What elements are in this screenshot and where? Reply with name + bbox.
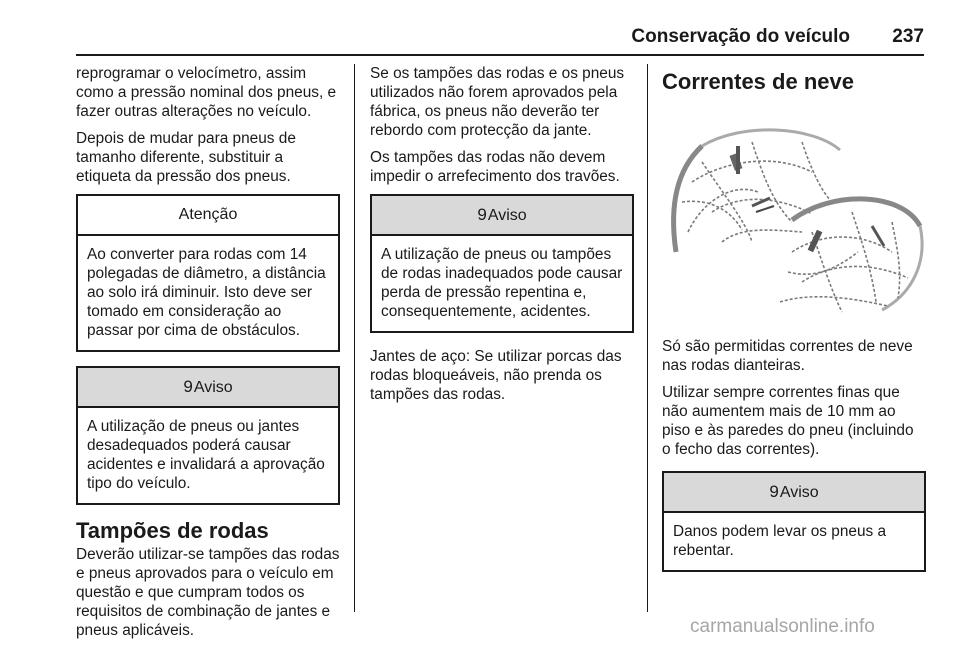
- snow-chains-illustration: [662, 102, 926, 318]
- warning-triangle-icon: 9: [183, 377, 193, 396]
- page-header: [76, 24, 924, 56]
- caution-box: [76, 194, 340, 352]
- section-title: Tampões de rodas: [76, 518, 269, 543]
- paragraph: Depois de mudar para pneus de tamanho diferente, substituir a etiqueta da pressão dos pneus.: [76, 130, 296, 185]
- column-divider-1: [354, 64, 355, 612]
- warning-header: [372, 196, 632, 236]
- caution-text: Ao converter para rodas com 14 polegadas de diâmetro, a distância ao solo irá diminuir. Isto deve ser tomado em consideração ao passar por cima de obstáculos.: [87, 246, 326, 339]
- warning-title: Aviso: [779, 484, 819, 501]
- column-2: [370, 64, 634, 412]
- column-divider-2: [647, 64, 648, 612]
- paragraph: Utilizar sempre correntes finas que não aumentem mais de 10 mm ao piso e às paredes do pneu (incluindo o fecho das correntes).: [662, 384, 914, 458]
- paragraph: Se os tampões das rodas e os pneus utilizados não forem aprovados pela fábrica, os pneus não deverão ter rebordo com protecção da jante.: [370, 65, 625, 139]
- warning-triangle-icon: 9: [769, 482, 779, 501]
- warning-header: [664, 473, 924, 513]
- caution-title: Atenção: [78, 196, 338, 236]
- column-3: [662, 64, 926, 580]
- warning-text: A utilização de pneus ou tampões de rodas inadequados pode causar perda de pressão repentina e, consequentemente, acidentes.: [381, 246, 623, 320]
- paragraph: Só são permitidas correntes de neve nas rodas dianteiras.: [662, 338, 913, 374]
- warning-header: [78, 368, 338, 408]
- paragraph: Jantes de aço: Se utilizar porcas das rodas bloqueáveis, não prenda os tampões das rodas.: [370, 348, 622, 403]
- warning-title: Aviso: [487, 207, 527, 224]
- paragraph: reprogramar o velocímetro, assim como a pressão nominal dos pneus, e fazer outras alterações no veículo.: [76, 65, 337, 120]
- column-1: [76, 64, 340, 648]
- warning-text: Danos podem levar os pneus a rebentar.: [673, 523, 887, 559]
- section-title: Correntes de neve: [662, 69, 854, 94]
- watermark: carmanualsonline.info: [690, 616, 875, 637]
- warning-box: [76, 366, 340, 505]
- warning-triangle-icon: 9: [477, 205, 487, 224]
- paragraph: Os tampões das rodas não devem impedir o arrefecimento dos travões.: [370, 149, 620, 185]
- warning-text: A utilização de pneus ou jantes desadequados poderá causar acidentes e invalidará a aprovação tipo do veículo.: [87, 418, 325, 492]
- chapter-title: Conservação do veículo: [631, 26, 850, 47]
- warning-title: Aviso: [193, 379, 233, 396]
- warning-box: [370, 194, 634, 333]
- warning-box: [662, 471, 926, 572]
- paragraph: Deverão utilizar-se tampões das rodas e pneus aprovados para o veículo em questão e que cumpram todos os requisitos de combinação de jantes e pneus aplicáveis.: [76, 546, 340, 639]
- page-number: 237: [892, 26, 924, 47]
